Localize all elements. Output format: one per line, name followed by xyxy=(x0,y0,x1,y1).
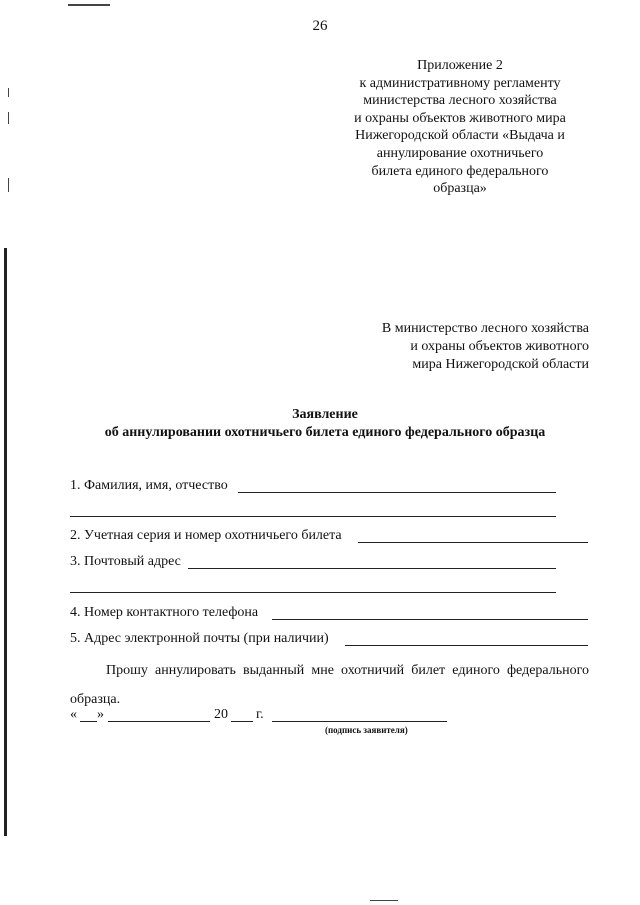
addressee-block xyxy=(340,320,589,373)
postal-address-input-line-2[interactable] xyxy=(70,592,556,593)
email-input-line[interactable] xyxy=(345,645,588,646)
full-name-label: 1. Фамилия, имя, отчество xyxy=(70,478,228,493)
appendix-block xyxy=(335,57,585,198)
scan-artifact-top xyxy=(68,4,110,6)
postal-address-input-line[interactable] xyxy=(188,568,556,569)
title-line-1: Заявление xyxy=(292,407,358,422)
scan-artifact-bottom xyxy=(370,900,398,901)
full-name-input-line-2[interactable] xyxy=(70,516,556,517)
phone-label: 4. Номер контактного телефона xyxy=(70,605,259,620)
date-month-input-line[interactable] xyxy=(108,721,210,722)
addressee-line: мира Нижегородской области xyxy=(412,356,589,372)
postal-address-label: 3. Почтовый адрес xyxy=(70,554,181,569)
full-name-input-line[interactable] xyxy=(238,492,556,493)
appendix-line: к административному регламенту xyxy=(359,75,561,91)
date-year-input-line[interactable] xyxy=(231,721,253,722)
scan-artifact-left-2 xyxy=(8,112,9,124)
appendix-line: образца» xyxy=(433,181,487,197)
date-year-suffix: г. xyxy=(256,707,264,722)
page-number: 26 xyxy=(312,18,328,34)
email-label: 5. Адрес электронной почты (при наличии) xyxy=(70,631,329,646)
date-day-input-line[interactable] xyxy=(80,721,97,722)
date-open-quote: « xyxy=(70,707,77,722)
request-text: Прошу аннулировать выданный мне охотничий билет единого федерального образца. xyxy=(70,663,589,707)
appendix-line: аннулирование охотничьего xyxy=(376,145,544,161)
appendix-line: Приложение 2 xyxy=(417,58,503,73)
scan-artifact-left-1 xyxy=(8,88,9,97)
title-line-2: об аннулировании охотничьего билета единого федерального образца xyxy=(104,424,546,440)
addressee-line: В министерство лесного хозяйства xyxy=(381,321,589,336)
addressee-line: и охраны объектов животного xyxy=(410,338,589,354)
appendix-line: билета единого федерального xyxy=(371,163,549,179)
document-title xyxy=(60,406,590,441)
date-year-prefix: 20 xyxy=(214,707,228,722)
appendix-line: Нижегородской области «Выдача и xyxy=(355,128,565,144)
ticket-series-input-line[interactable] xyxy=(358,542,588,543)
appendix-line: и охраны объектов животного мира xyxy=(354,110,566,126)
signature-input-line[interactable] xyxy=(272,721,447,722)
signature-caption: (подпись заявителя) xyxy=(325,725,408,735)
ticket-series-label: 2. Учетная серия и номер охотничьего билета xyxy=(70,528,342,543)
appendix-line: министерства лесного хозяйства xyxy=(363,93,557,109)
scan-edge-left xyxy=(4,248,7,836)
phone-input-line[interactable] xyxy=(272,619,588,620)
scan-artifact-left-3 xyxy=(8,178,9,192)
date-close-quote: » xyxy=(97,707,104,722)
